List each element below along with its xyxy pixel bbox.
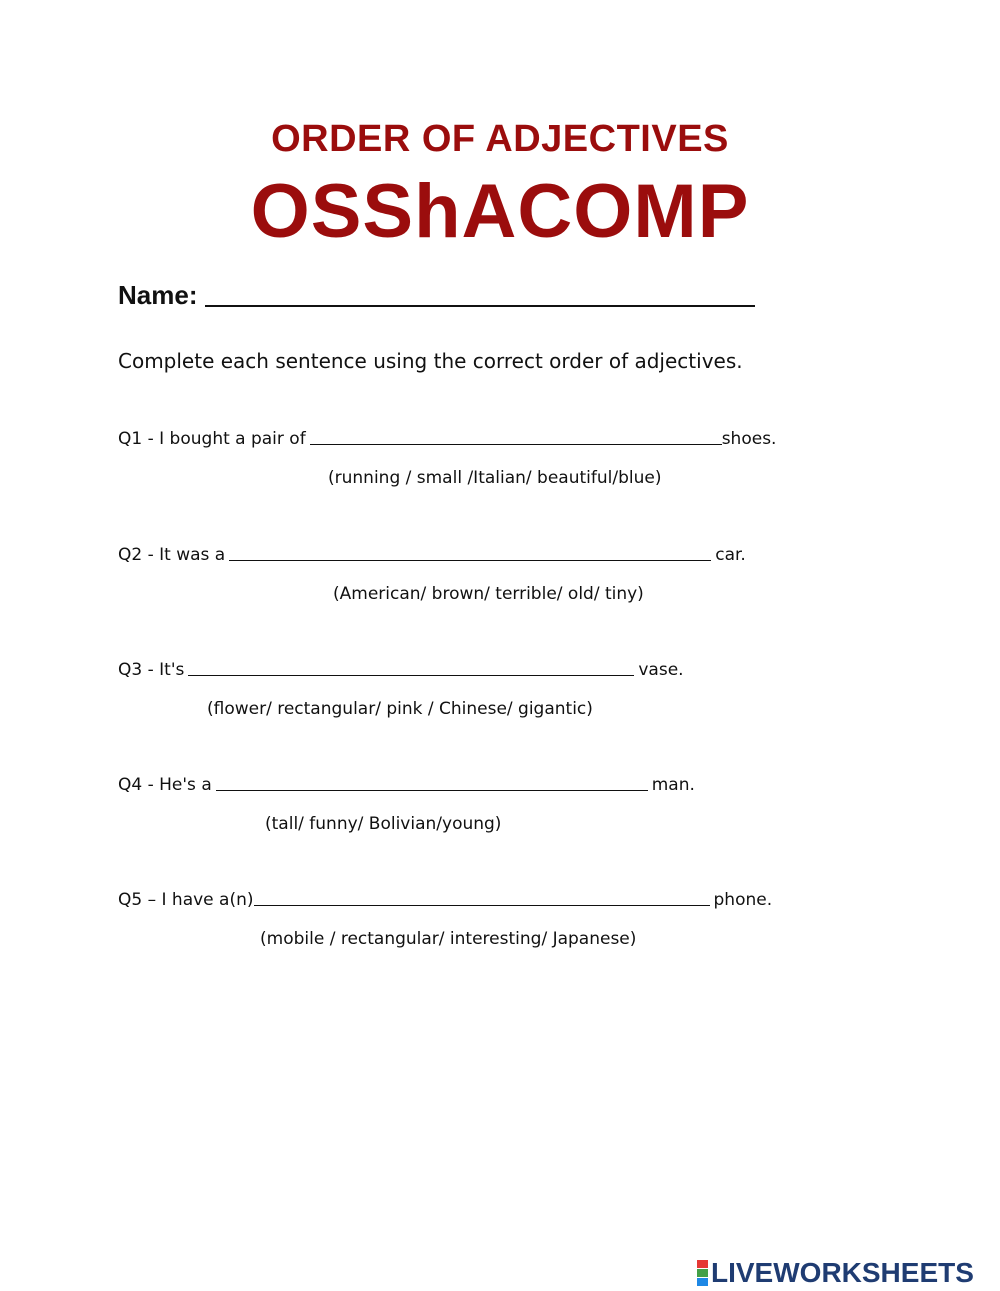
question-5 (118, 890, 772, 910)
question-5-answer-blank[interactable] (254, 905, 710, 907)
instructions-text: Complete each sentence using the correct order of adjectives. (118, 349, 743, 373)
question-2-answer-blank[interactable] (229, 560, 711, 562)
question-5-prefix: Q5 – I have a(n) (118, 890, 254, 910)
question-2-suffix: car. (715, 545, 746, 565)
logo-block-green (697, 1269, 708, 1277)
question-1-options: (running / small /Italian/ beautiful/blue) (328, 468, 662, 488)
question-2 (118, 545, 746, 565)
question-2-prefix: Q2 - It was a (118, 545, 226, 565)
question-1-suffix: shoes. (721, 429, 777, 449)
brand-name: LIVEWORKSHEETS (711, 1257, 974, 1288)
question-4 (118, 775, 695, 795)
name-input-line[interactable] (205, 305, 755, 307)
question-5-suffix: phone. (713, 890, 773, 910)
logo-blocks-icon (697, 1260, 708, 1286)
name-field (118, 280, 755, 311)
question-4-suffix: man. (651, 775, 695, 795)
worksheet-subtitle: OSShACOMP (250, 169, 750, 254)
logo-block-red (697, 1260, 708, 1268)
question-3-suffix: vase. (638, 660, 684, 680)
question-4-prefix: Q4 - He's a (118, 775, 212, 795)
question-3-prefix: Q3 - It's (118, 660, 185, 680)
question-1-prefix: Q1 - I bought a pair of (118, 429, 306, 449)
question-1-answer-blank[interactable] (310, 444, 722, 446)
question-4-answer-blank[interactable] (216, 790, 648, 792)
question-1 (118, 429, 776, 449)
logo-block-blue (697, 1278, 708, 1286)
question-3-answer-blank[interactable] (188, 675, 634, 677)
question-3 (118, 660, 684, 680)
name-label: Name: (118, 280, 198, 310)
liveworksheets-logo (697, 1257, 974, 1289)
worksheet-title: ORDER OF ADJECTIVES (271, 118, 729, 160)
question-3-options: (flower/ rectangular/ pink / Chinese/ gigantic) (207, 699, 593, 719)
question-2-options: (American/ brown/ terrible/ old/ tiny) (333, 584, 644, 604)
question-5-options: (mobile / rectangular/ interesting/ Japanese) (260, 929, 637, 949)
question-4-options: (tall/ funny/ Bolivian/young) (265, 814, 502, 834)
